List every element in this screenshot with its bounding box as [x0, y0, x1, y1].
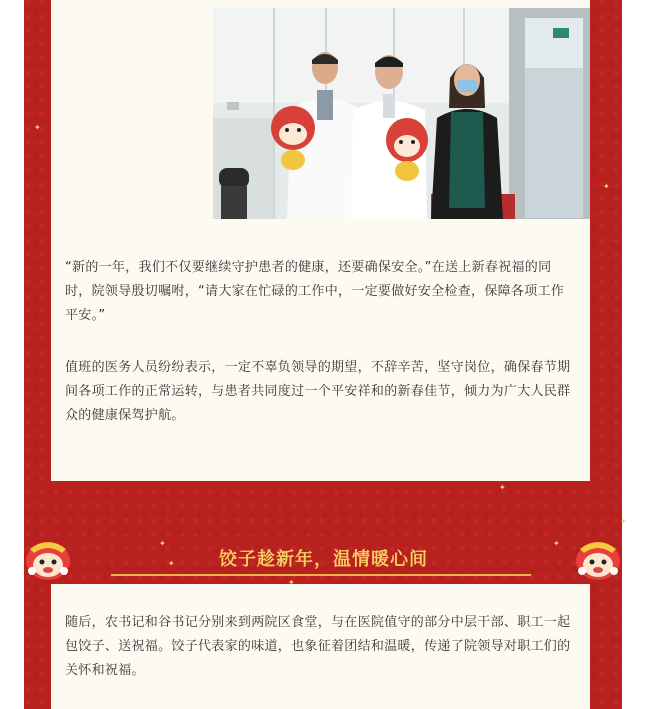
- sparkle-icon: ✦: [168, 559, 175, 568]
- sparkle-icon: ✦: [620, 517, 627, 526]
- sparkle-icon: ✦: [159, 539, 166, 548]
- sparkle-icon: ✦: [34, 123, 41, 132]
- visit-photo-illustration: [213, 8, 590, 219]
- paragraph-safety-message: “新的一年，我们不仅要继续守护患者的健康，还要确保安全。”在送上新春祝福的同时，院领导殷切嘱咐，“请大家在忙碌的工作中，一定要做好安全检查，保障各项工作平安。”: [65, 260, 565, 323]
- sparkle-icon: ✦: [288, 578, 295, 587]
- visit-photo: [213, 8, 590, 219]
- section-title-underline: [111, 574, 531, 576]
- sparkle-icon: ✦: [553, 539, 560, 548]
- paragraph-staff-pledge: 值班的医务人员纷纷表示，一定不辜负领导的期望，不辞辛苦，坚守岗位，确保春节期间各项工作的正常运转，与患者共同度过一个平安祥和的新春佳节，倾力为广大人民群众的健康保驾护航。: [65, 360, 571, 423]
- sparkle-icon: ✦: [603, 182, 610, 191]
- paragraph-dumpling-making: 随后，农书记和谷书记分别来到两院区食堂，与在医院值守的部分中层干部、职工一起包饺子、送祝福。饺子代表家的味道，也象征着团结和温暖，传递了院领导对职工们的关怀和祝福。: [65, 615, 571, 678]
- sparkle-icon: ✦: [499, 483, 506, 492]
- section-title: 饺子趁新年，温情暖心间: [219, 549, 428, 570]
